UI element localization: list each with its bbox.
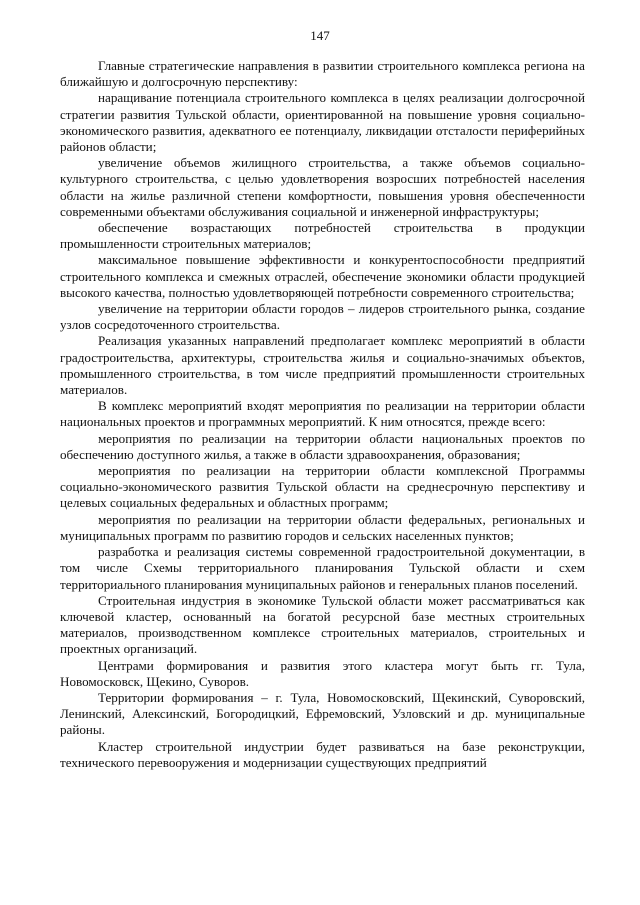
paragraph-measure-municipal: мероприятия по реализации на территории области федеральных, региональных и муниципальных программ по развитию городов и сельских населенных пунктов; [60,511,585,543]
paragraph-measure-national: мероприятия по реализации на территории области национальных проектов по обеспечению доступного жилья, а также в области здравоохранения, образования; [60,430,585,462]
paragraph-direction-cities: увеличение на территории области городов – лидеров строительного рынка, создание узлов сосредоточенного строительства. [60,301,585,333]
paragraph-implementation: Реализация указанных направлений предполагает комплекс мероприятий в области градостроительства, архитектуры, строительства жилья и социально-значимых объектов, промышленного строительства, в том числе предприятий промышленности строительных материалов. [60,333,585,398]
paragraph-cluster-development: Кластер строительной индустрии будет развиваться на базе реконструкции, технического перевооружения и модернизации существующих предприятий [60,738,585,770]
paragraph-measures-intro: В комплекс мероприятий входят мероприятия по реализации на территории области национальных проектов и программных мероприятий. К ним относятся, прежде всего: [60,398,585,430]
paragraph-measure-program: мероприятия по реализации на территории области комплексной Программы социально-экономического развития Тульской области на среднесрочную перспективу и целевых социальных федеральных и областных программ; [60,463,585,511]
paragraph-direction-housing: увеличение объемов жилищного строительства, а также объемов социально-культурного строительства, с целью удовлетворения возросших потребностей населения области на жилье различной степени комфортности, повышения уровня обеспеченности современными объектами обслуживания социальной и инженерной инфраструктуры; [60,155,585,219]
paragraph-direction-potential: наращивание потенциала строительного комплекса в целях реализации долгосрочной стратегии развития Тульской области, ориентированной на повышение уровня социально-экономического развития, адекватного ее потенциалу, ликвидации отсталости периферийных районов области; [60,90,585,155]
paragraph-direction-materials: обеспечение возрастающих потребностей строительства в продукции промышленности строительных материалов; [60,220,585,252]
paragraph-cluster-territories: Территории формирования – г. Тула, Новомосковский, Щекинский, Суворовский, Ленинский, Алексинский, Богородицкий, Ефремовский, Узловский и др. муниципальные районы. [60,689,585,738]
paragraph-direction-efficiency: максимальное повышение эффективности и конкурентоспособности предприятий строительного комплекса и смежных отраслей, обеспечение экономики области продукцией высокого качества, полностью удовлетворяющей потребности современного строительства; [60,252,585,300]
paragraph-intro: Главные стратегические направления в развитии строительного комплекса региона на ближайшую и долгосрочную перспективу: [60,58,585,90]
paragraph-measure-documentation: разработка и реализация системы современной градостроительной документации, в том числе Схемы территориального планирования Тульской области и схем территориального планирования муниципальных районов и генеральных планов поселений. [60,544,585,592]
paragraph-cluster-centers: Центрами формирования и развития этого кластера могут быть гг. Тула, Новомосковск, Щекино, Суворов. [60,657,585,689]
paragraph-cluster: Строительная индустрия в экономике Тульской области может рассматриваться как ключевой кластер, основанный на богатой ресурсной базе местных строительных материалов, производственном комплексе строительных материалов, строительных и проектных организаций. [60,592,585,657]
page-number: 147 [310,28,330,43]
document-body [60,58,585,771]
